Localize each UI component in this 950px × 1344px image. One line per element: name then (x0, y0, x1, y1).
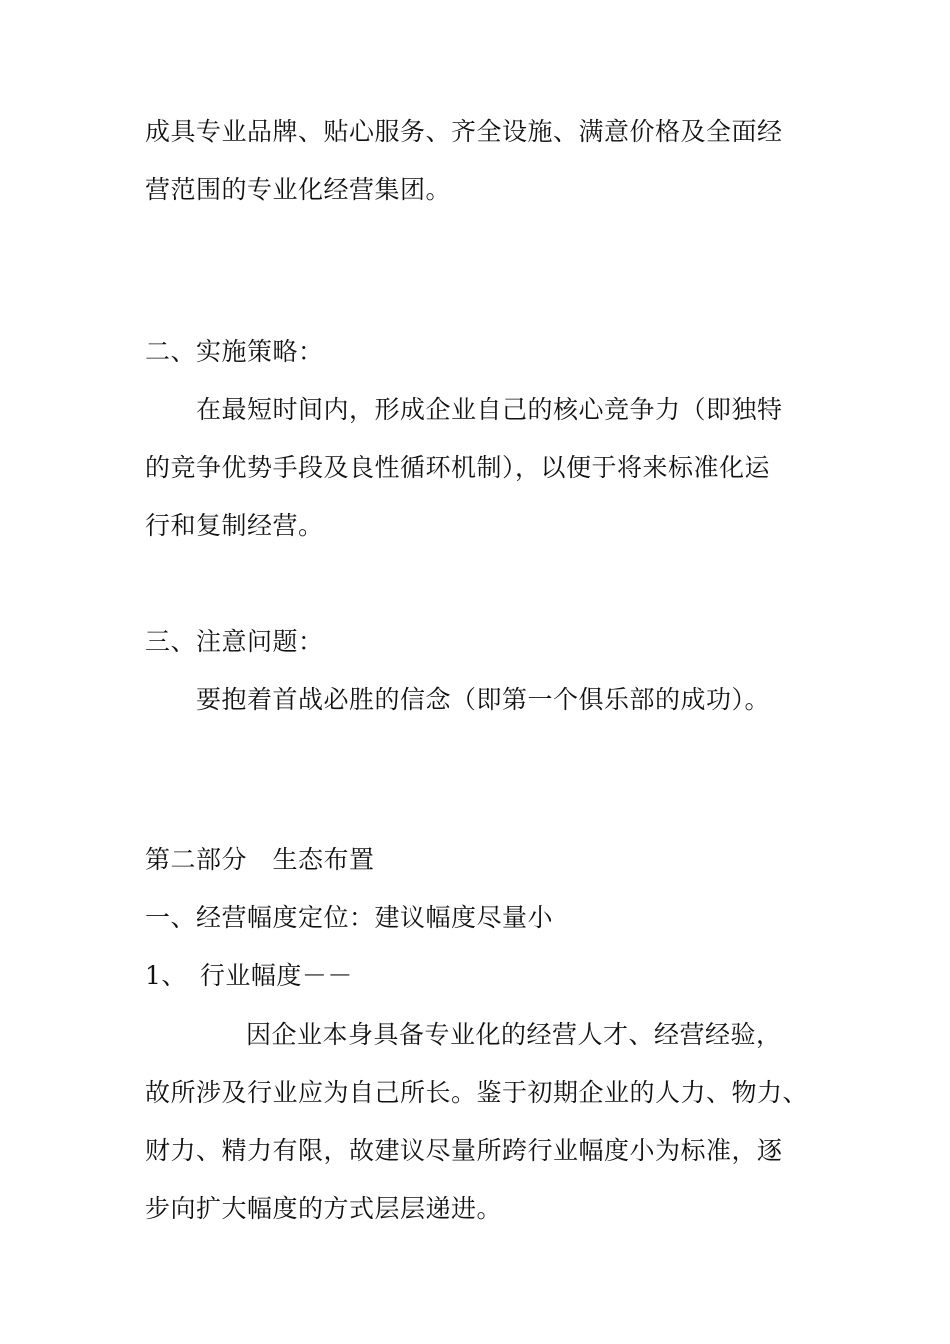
section-3-heading: 三、注意问题： (145, 627, 324, 656)
intro-line-2: 营范围的专业化经营集团。 (145, 175, 452, 204)
section-2-heading: 二、实施策略： (145, 337, 324, 366)
section-2-paragraph-line-1: 在最短时间内，形成企业自己的核心竞争力（即独特 (196, 395, 783, 424)
part-2-paragraph-line-1: 因企业本身具备专业化的经营人才、经营经验， (246, 1020, 782, 1049)
part-2-item-1-label: 1、 行业幅度－－ (145, 961, 353, 990)
part-2-paragraph-line-2: 故所涉及行业应为自己所长。鉴于初期企业的人力、物力、 (145, 1078, 809, 1107)
part-2-title: 第二部分 生态布置 (145, 845, 375, 874)
section-2-paragraph-line-3: 行和复制经营。 (145, 511, 324, 540)
part-2-paragraph-line-4: 步向扩大幅度的方式层层递进。 (145, 1194, 503, 1223)
section-2-paragraph-line-2: 的竞争优势手段及良性循环机制），以便于将来标准化运 (145, 453, 771, 482)
part-2-subheading: 一、经营幅度定位：建议幅度尽量小 (145, 903, 554, 932)
intro-line-1: 成具专业品牌、贴心服务、齐全设施、满意价格及全面经 (145, 117, 783, 146)
section-3-paragraph-line-1: 要抱着首战必胜的信念（即第一个俱乐部的成功）。 (196, 685, 771, 714)
part-2-paragraph-line-3: 财力、精力有限，故建议尽量所跨行业幅度小为标准，逐 (145, 1136, 783, 1165)
